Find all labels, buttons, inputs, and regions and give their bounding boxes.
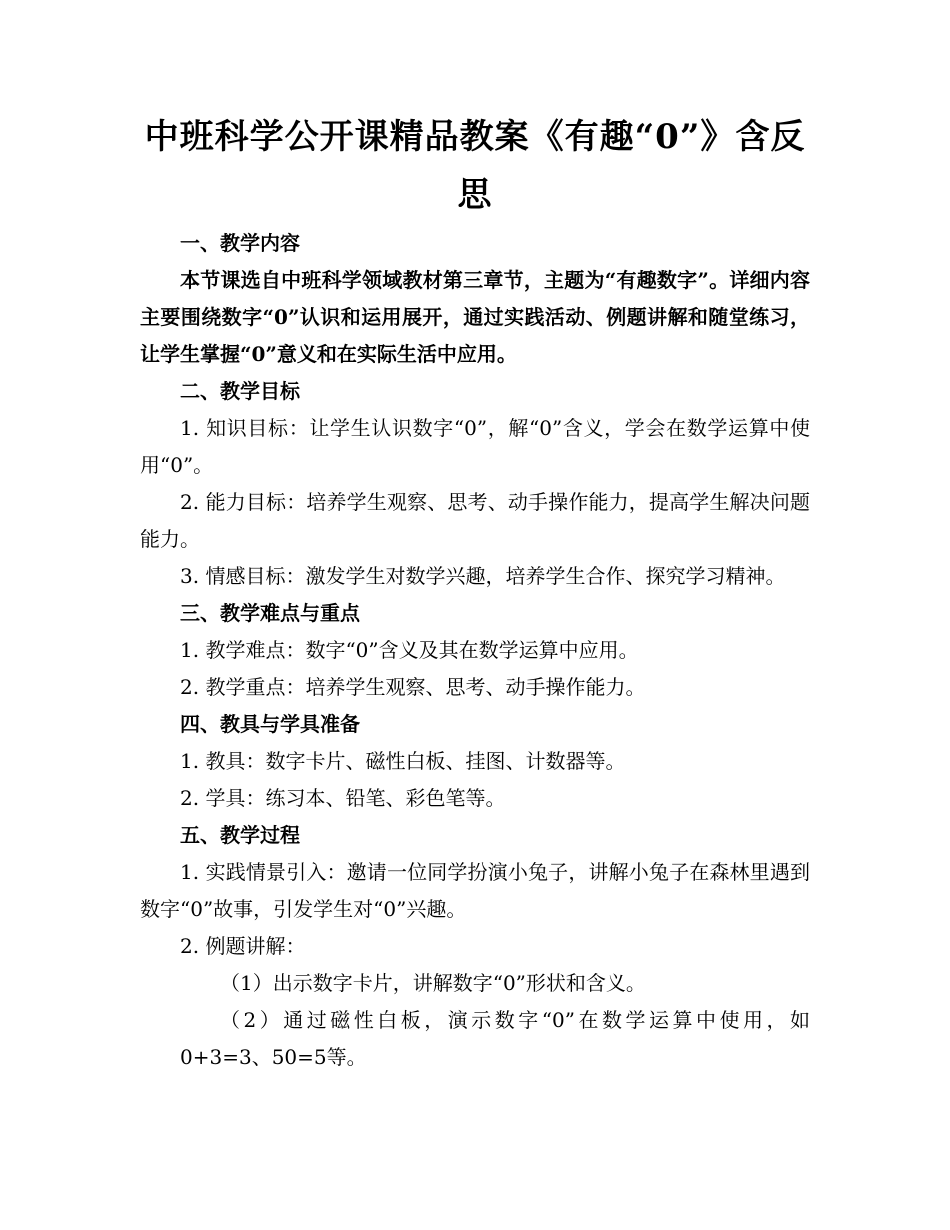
student-materials: 2. 学具：练习本、铅笔、彩色笔等。 [180,786,506,810]
section-heading-content: 一、教学内容 [180,231,300,255]
objective-emotion: 3. 情感目标：激发学生对数学兴趣，培养学生合作、探究学习精神。 [180,564,786,588]
process-example-2: （2）通过磁性白板，演示数字“0”在数学运算中使用，如0+3=3、50=5等。 [180,1008,810,1069]
teaching-aids: 1. 教具：数字卡片、磁性白板、挂图、计数器等。 [180,749,626,773]
process-example-1: （1）出示数字卡片，讲解数字“0”形状和含义。 [220,971,646,995]
teaching-focus: 2. 教学重点：培养学生观察、思考、动手操作能力。 [180,675,646,699]
teaching-difficulty: 1. 教学难点：数字“0”含义及其在数学运算中应用。 [180,638,639,662]
document-body [140,225,810,1076]
section-heading-process: 五、教学过程 [180,823,300,847]
section-heading-difficulties: 三、教学难点与重点 [180,601,360,625]
objective-ability: 2. 能力目标：培养学生观察、思考、动手操作能力，提高学生解决问题能力。 [140,490,810,551]
document-title: 中班科学公开课精品教案《有趣“0”》含反思 [144,117,806,215]
section-content-paragraph: 本节课选自中班科学领域教材第三章节，主题为“有趣数字”。详细内容主要围绕数字“0”认识和运用展开，通过实践活动、例题讲解和随堂练习，让学生掌握“0”意义和在实际生活中应用。 [140,268,810,366]
section-heading-objectives: 二、教学目标 [180,379,300,403]
section-heading-materials: 四、教具与学具准备 [180,712,360,736]
process-intro: 1. 实践情景引入：邀请一位同学扮演小兔子，讲解小兔子在森林里遇到数字“0”故事，引发学生对“0”兴趣。 [140,860,810,921]
objective-knowledge: 1. 知识目标：让学生认识数字“0”，解“0”含义，学会在数学运算中使用“0”。 [140,416,810,477]
process-examples-heading: 2. 例题讲解： [180,934,306,958]
